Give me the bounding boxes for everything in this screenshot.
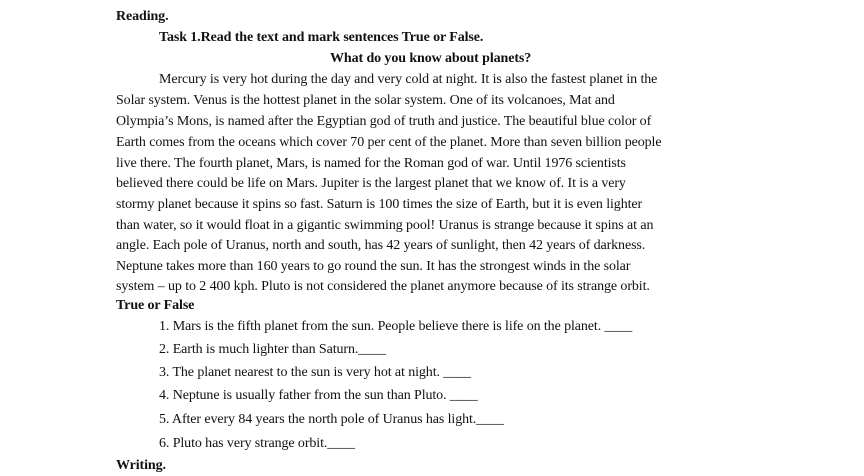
passage-line: live there. The fourth planet, Mars, is named for the Roman god of war. Until 1976 scientists	[116, 156, 626, 171]
question-item: 1. Mars is the fifth planet from the sun. People believe there is life on the planet. ____	[159, 319, 633, 334]
passage-title: What do you know about planets?	[330, 51, 532, 66]
question-item: 4. Neptune is usually father from the sun than Pluto. ____	[159, 388, 478, 403]
passage-line: Olympia’s Mons, is named after the Egyptian god of truth and justice. The beautiful blue color of	[116, 114, 652, 129]
passage-line: than water, so it would float in a gigantic swimming pool! Uranus is strange because it spins at an	[116, 218, 654, 233]
true-false-heading: True or False	[116, 298, 195, 313]
passage-line: Earth comes from the oceans which cover 70 per cent of the planet. More than seven billion people	[116, 135, 662, 150]
question-item: 5. After every 84 years the north pole of Uranus has light.____	[159, 412, 504, 427]
passage-line: angle. Each pole of Uranus, north and south, has 42 years of sunlight, then 42 years of darkness.	[116, 238, 646, 253]
task-title: Task 1.Read the text and mark sentences True or False.	[159, 30, 484, 45]
passage-line: system – up to 2 400 kph. Pluto is not considered the planet anymore because of its strange orbit.	[116, 279, 650, 294]
question-item: 6. Pluto has very strange orbit.____	[159, 436, 355, 451]
passage-line: Neptune takes more than 160 years to go round the sun. It has the strongest winds in the solar	[116, 259, 631, 274]
passage-line: Solar system. Venus is the hottest planet in the solar system. One of its volcanoes, Mat and	[116, 93, 615, 108]
writing-heading: Writing.	[116, 458, 166, 473]
passage-line: believed there could be life on Mars. Jupiter is the largest planet that we know of. It is a very	[116, 176, 626, 191]
question-item: 2. Earth is much lighter than Saturn.____	[159, 342, 386, 357]
reading-heading: Reading.	[116, 9, 169, 24]
passage-line: stormy planet because it spins so fast. Saturn is 100 times the size of Earth, but it is even lighter	[116, 197, 643, 212]
question-item: 3. The planet nearest to the sun is very hot at night. ____	[159, 365, 471, 380]
passage-line: Mercury is very hot during the day and very cold at night. It is also the fastest planet in the	[159, 72, 658, 87]
